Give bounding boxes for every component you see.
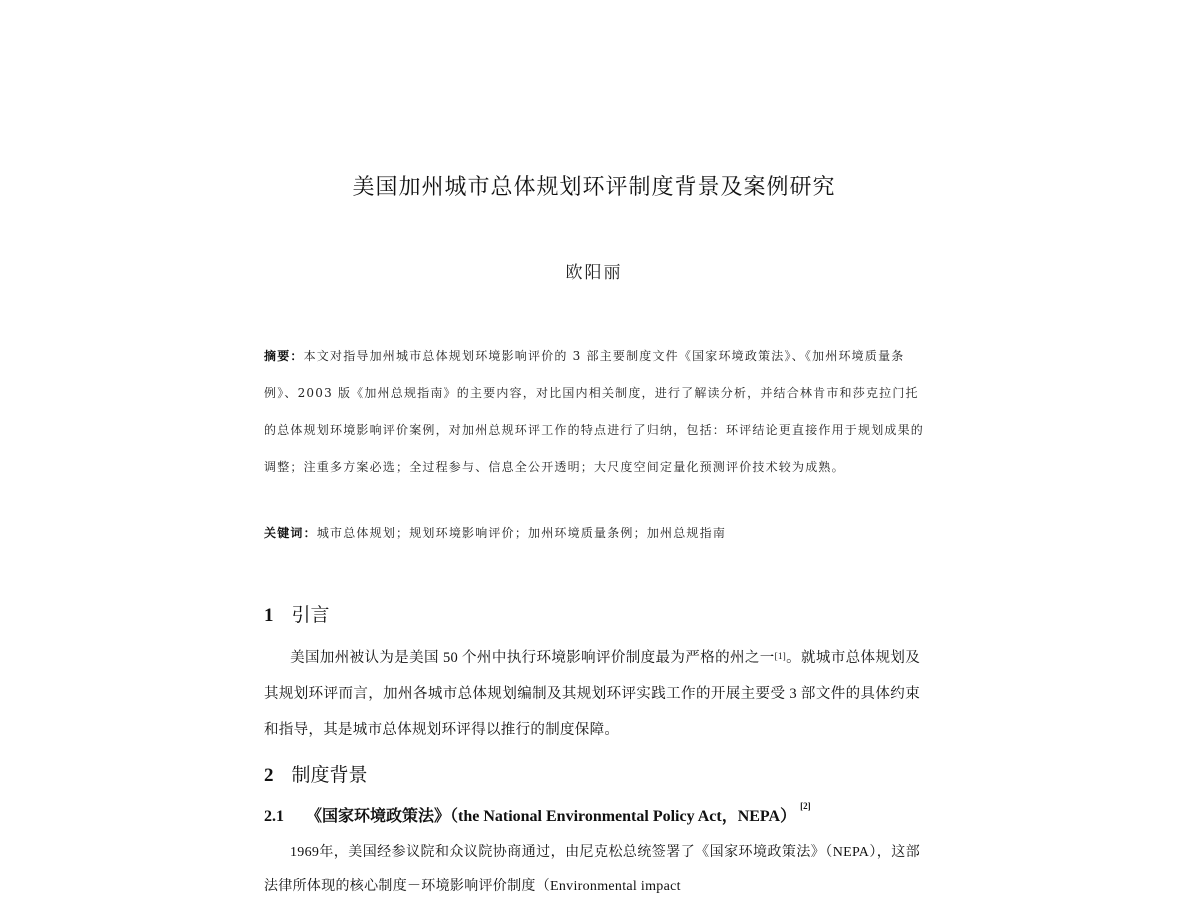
citation: [2] [800,801,811,811]
section-number: 2 [264,765,274,786]
section-title: 引言 [291,604,330,626]
subsection-heading-nepa [264,803,811,826]
intro-text-part2: 。就城市总体规划及其规划环评而言，加州各城市总体规划编制及其规划环评实践工作的开展主要受 3 部文件的具体约束和指导，其是城市总体规划环评得以推行的制度保障。 [264,650,921,738]
author-name: 欧阳丽 [565,263,623,283]
section-title: 制度背景 [291,764,368,786]
nepa-text: 1969年，美国经参议院和众议院协商通过，由尼克松总统签署了《国家环境政策法》（NEPA），这部法律所体现的核心制度－环境影响评价制度（Environmental impact [264,845,920,894]
subsection-number: 2.1 [264,808,284,825]
citation: [1] [774,651,787,661]
keywords [264,522,924,544]
abstract [264,338,924,486]
nepa-paragraph [264,836,920,904]
subsection-title: 《国家环境政策法》（the National Environmental Policy Act，NEPA） [306,808,797,825]
intro-paragraph [264,640,920,748]
section-number: 1 [264,605,274,626]
section-heading-background [264,760,368,787]
keywords-text: 城市总体规划；规划环境影响评价；加州环境质量条例；加州总规指南 [316,526,727,540]
abstract-text: 本文对指导加州城市总体规划环境影响评价的 3 部主要制度文件《国家环境政策法》、《加州环境质量条例》、2003 版《加州总规指南》的主要内容，对比国内相关制度，进行了解读分析，并结合林肯市和莎克拉门托的总体规划环境影响评价案例，对加州总规环评工作的特点进行了归纳，包括：环评结论更直接作用于规划成果的调整；注重多方案必选；全过程参与、信息全公开透明；大尺度空间定量化预测评价技术较为成熟。 [264,349,925,474]
keywords-label: 关键词： [264,526,317,540]
abstract-label: 摘要： [264,349,304,363]
paper-title: 美国加州城市总体规划环评制度背景及案例研究 [352,175,836,200]
intro-text-part1: 美国加州被认为是美国 50 个州中执行环境影响评价制度最为严格的州之一 [290,650,775,666]
section-heading-intro [264,600,330,627]
